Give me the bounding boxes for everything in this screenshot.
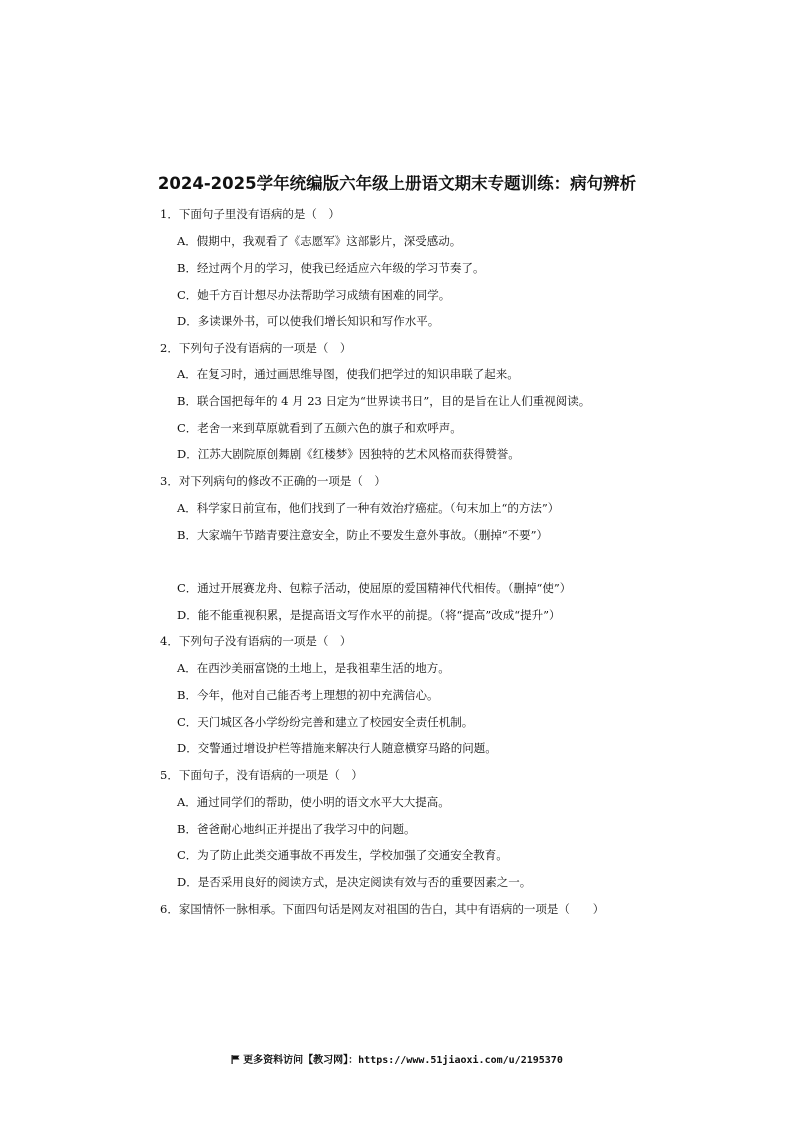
question-5-stem: 5．下面句子，没有语病的一项是（ ）	[160, 768, 363, 782]
question-1-option-c: C．她千方百计想尽办法帮助学习成绩有困难的同学。	[177, 288, 451, 302]
question-5-option-c: C．为了防止此类交通事故不再发生，学校加强了交通安全教育。	[177, 848, 508, 862]
question-2-option-a: A．在复习时，通过画思维导图，使我们把学过的知识串联了起来。	[177, 367, 519, 381]
question-1-option-b: B．经过两个月的学习，使我已经适应六年级的学习节奏了。	[177, 261, 485, 275]
question-3-stem: 3．对下列病句的修改不正确的一项是（ ）	[160, 474, 386, 488]
question-6-stem: 6．家国情怀一脉相承。下面四句话是网友对祖国的告白，其中有语病的一项是（ ）	[160, 902, 605, 916]
question-3-option-d: D．能不能重视积累，是提高语文写作水平的前提。（将“提高”改成“提升”）	[177, 608, 561, 622]
page-title: 2024-2025学年统编版六年级上册语文期末专题训练：病句辨析	[157, 174, 637, 193]
question-2-option-c: C．老舍一来到草原就看到了五颜六色的旗子和欢呼声。	[177, 421, 462, 435]
question-2-option-d: D．江苏大剧院原创舞剧《红楼梦》因独特的艺术风格而获得赞誉。	[177, 447, 520, 461]
question-1-stem: 1．下面句子里没有语病的是（ ）	[160, 207, 340, 221]
question-4-option-b: B．今年，他对自己能否考上理想的初中充满信心。	[177, 688, 439, 702]
flag-icon	[231, 1055, 240, 1064]
question-4-option-d: D．交警通过增设护栏等措施来解决行人随意横穿马路的问题。	[177, 741, 497, 755]
question-4-option-a: A．在西沙美丽富饶的土地上，是我祖辈生活的地方。	[177, 661, 450, 675]
footer-link[interactable]	[0, 1051, 794, 1066]
footer-text[interactable]: 更多资料访问【教习网】：https://www.51jiaoxi.com/u/2195370	[243, 1055, 563, 1066]
question-2-option-b: B．联合国把每年的 4 月 23 日定为“世界读书日”，目的是旨在让人们重视阅读。	[177, 394, 591, 408]
question-5-option-d: D．是否采用良好的阅读方式，是决定阅读有效与否的重要因素之一。	[177, 875, 532, 889]
question-4-option-c: C．天门城区各小学纷纷完善和建立了校园安全责任机制。	[177, 715, 474, 729]
question-3-option-c: C．通过开展赛龙舟、包粽子活动，使屈原的爱国精神代代相传。（删掉“使”）	[177, 581, 572, 595]
question-3-option-a: A．科学家日前宣布，他们找到了一种有效治疗癌症。（句末加上“的方法”）	[177, 501, 560, 515]
question-1-option-d: D．多读课外书，可以使我们增长知识和写作水平。	[177, 314, 440, 328]
question-3-option-b: B．大家端午节踏青要注意安全，防止不要发生意外事故。（删掉“不要”）	[177, 528, 548, 542]
question-4-stem: 4．下列句子没有语病的一项是（ ）	[160, 634, 352, 648]
question-2-stem: 2．下列句子没有语病的一项是（ ）	[160, 341, 352, 355]
question-5-option-b: B．爸爸耐心地纠正并提出了我学习中的问题。	[177, 822, 416, 836]
question-1-option-a: A．假期中，我观看了《志愿军》这部影片，深受感动。	[177, 234, 462, 248]
question-5-option-a: A．通过同学们的帮助，使小明的语文水平大大提高。	[177, 795, 450, 809]
